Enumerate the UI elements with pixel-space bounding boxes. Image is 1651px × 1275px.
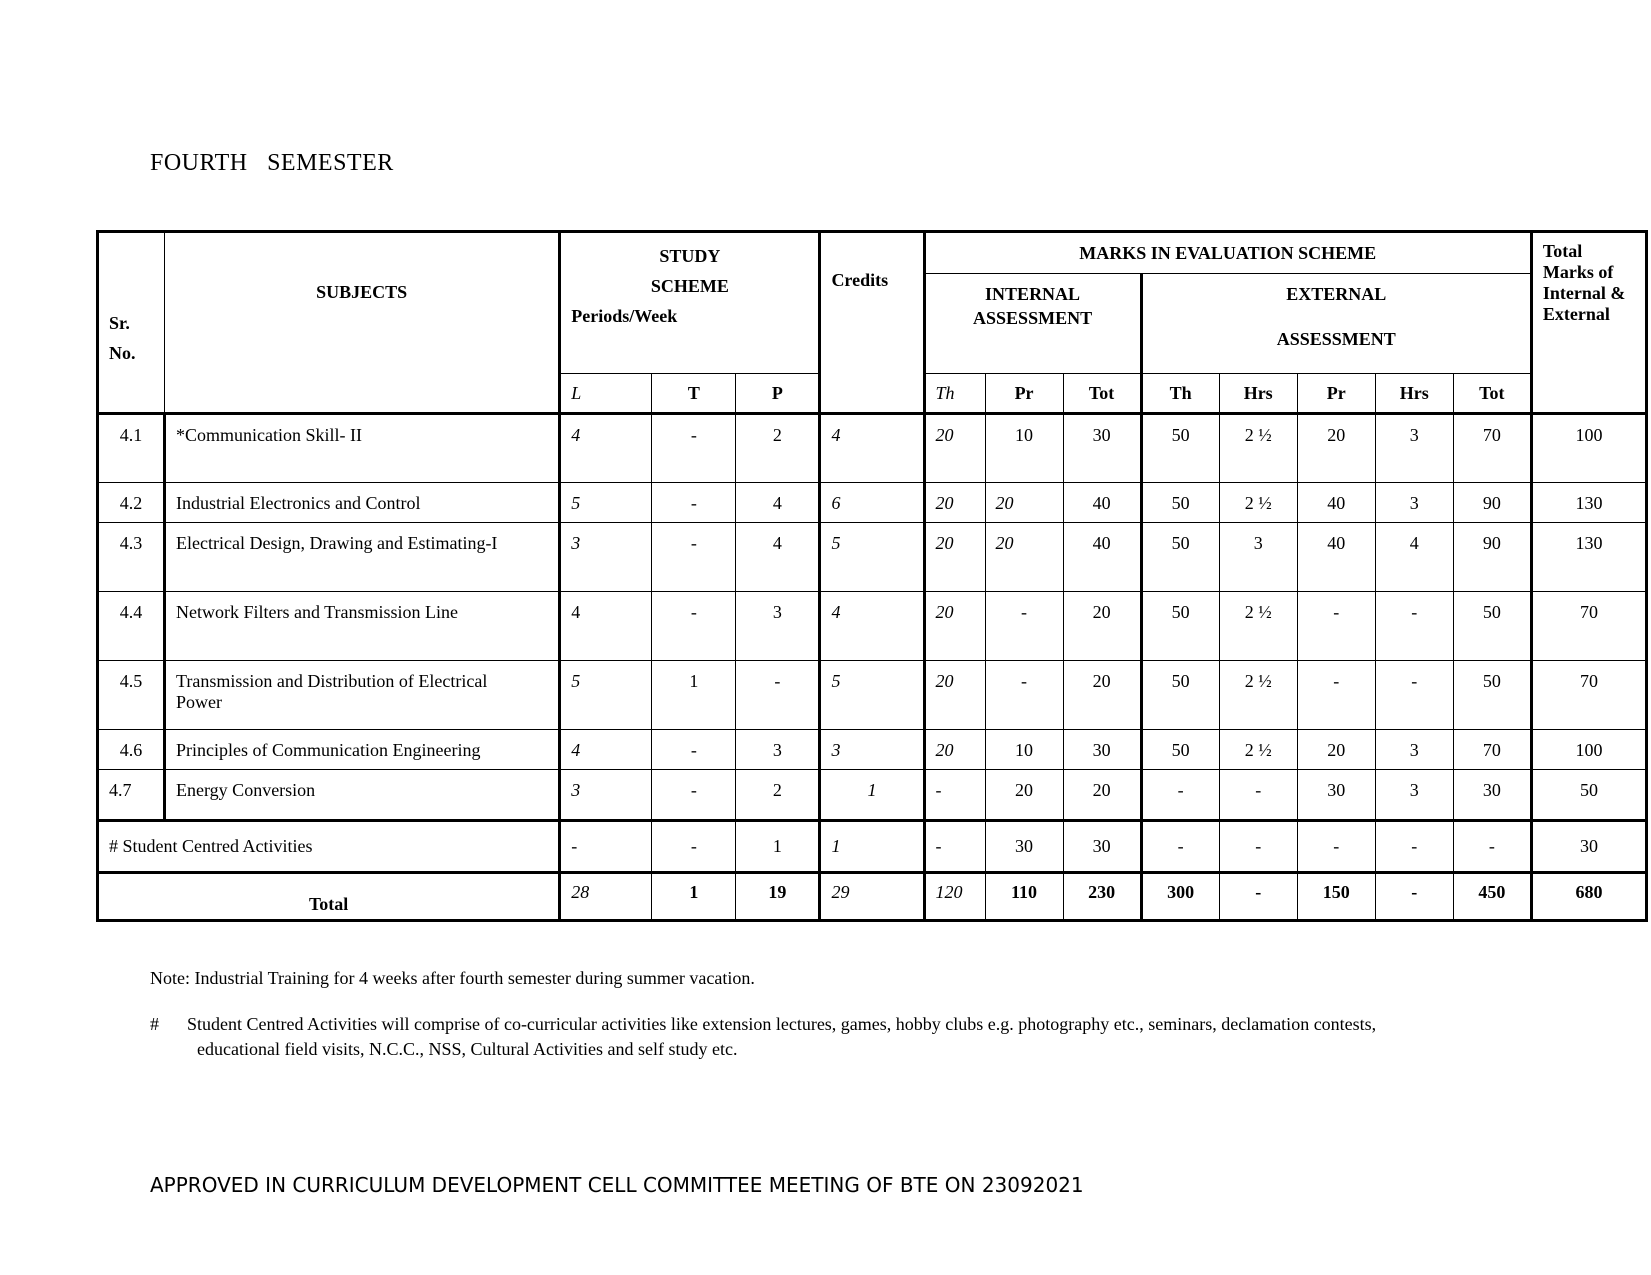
cell-ext-hrs1: 2 ½ bbox=[1219, 661, 1297, 730]
approval-footer: APPROVED IN CURRICULUM DEVELOPMENT CELL COMMITTEE MEETING OF BTE ON 23092021 bbox=[150, 1173, 1084, 1197]
cell-total: 100 bbox=[1531, 414, 1646, 483]
cell-ext-pr: 20 bbox=[1297, 414, 1375, 483]
cell-int-pr: - bbox=[985, 661, 1063, 730]
cell-ext-hrs2: - bbox=[1375, 821, 1453, 873]
cell-l: 4 bbox=[560, 592, 652, 661]
cell-credits: 5 bbox=[820, 523, 924, 592]
cell-subject: Electrical Design, Drawing and Estimating-I bbox=[165, 523, 560, 592]
header-external-assessment bbox=[1141, 274, 1531, 374]
cell-credits: 1 bbox=[820, 821, 924, 873]
cell-ext-tot: 90 bbox=[1453, 483, 1531, 523]
cell-ext-hrs2: 3 bbox=[1375, 770, 1453, 821]
header-internal-line1: INTERNAL bbox=[985, 284, 1081, 304]
cell-ext-tot: - bbox=[1453, 821, 1531, 873]
cell-ext-hrs1: - bbox=[1219, 873, 1297, 921]
header-int-pr: Pr bbox=[985, 374, 1063, 414]
cell-t: - bbox=[652, 730, 736, 770]
header-total-line2: Marks of bbox=[1542, 262, 1614, 282]
cell-ext-pr: - bbox=[1297, 821, 1375, 873]
cell-int-th: 20 bbox=[924, 730, 985, 770]
cell-ext-hrs2: 3 bbox=[1375, 483, 1453, 523]
cell-int-pr: 110 bbox=[985, 873, 1063, 921]
cell-sr: 4.2 bbox=[98, 483, 165, 523]
cell-ext-hrs1: 2 ½ bbox=[1219, 483, 1297, 523]
cell-subject: Energy Conversion bbox=[165, 770, 560, 821]
cell-sr: 4.3 bbox=[98, 523, 165, 592]
header-study-line1: STUDY bbox=[659, 246, 721, 266]
cell-credits: 4 bbox=[820, 592, 924, 661]
header-ext-tot: Tot bbox=[1453, 374, 1531, 414]
cell-t: - bbox=[652, 414, 736, 483]
cell-int-th: 20 bbox=[924, 592, 985, 661]
header-marks-evaluation: MARKS IN EVALUATION SCHEME bbox=[924, 232, 1531, 274]
cell-ext-tot: 70 bbox=[1453, 414, 1531, 483]
cell-ext-th: - bbox=[1141, 770, 1219, 821]
cell-ext-pr: 20 bbox=[1297, 730, 1375, 770]
header-total-line1: Total bbox=[1542, 241, 1583, 261]
note-line1: Student Centred Activities will comprise of co-curricular activities like extension lectures, games, hobby clubs e.g. photography etc., seminars, declamation contests, bbox=[187, 1014, 1377, 1034]
cell-total: 130 bbox=[1531, 483, 1646, 523]
cell-t: 1 bbox=[652, 873, 736, 921]
cell-int-pr: 20 bbox=[985, 770, 1063, 821]
table-row bbox=[98, 661, 1647, 730]
header-ext-pr: Pr bbox=[1297, 374, 1375, 414]
cell-int-pr: 20 bbox=[985, 523, 1063, 592]
cell-p: 3 bbox=[736, 592, 820, 661]
cell-int-tot: 40 bbox=[1063, 483, 1141, 523]
note-line2: educational field visits, N.C.C., NSS, Cultural Activities and self study etc. bbox=[197, 1039, 738, 1059]
cell-int-tot: 30 bbox=[1063, 821, 1141, 873]
cell-int-pr: 10 bbox=[985, 730, 1063, 770]
cell-p: 3 bbox=[736, 730, 820, 770]
page-title: FOURTH SEMESTER bbox=[150, 150, 394, 176]
cell-ext-hrs2: - bbox=[1375, 873, 1453, 921]
table-row bbox=[98, 730, 1647, 770]
student-activities-note bbox=[150, 1012, 1450, 1062]
header-sr-no-line2: No. bbox=[109, 342, 136, 363]
cell-int-th: 20 bbox=[924, 483, 985, 523]
student-activities-row bbox=[98, 821, 1647, 873]
cell-credits: 6 bbox=[820, 483, 924, 523]
cell-ext-tot: 50 bbox=[1453, 661, 1531, 730]
cell-subject: Transmission and Distribution of Electrical Power bbox=[165, 661, 560, 730]
cell-ext-pr: 40 bbox=[1297, 523, 1375, 592]
cell-ext-tot: 450 bbox=[1453, 873, 1531, 921]
cell-subject: Network Filters and Transmission Line bbox=[165, 592, 560, 661]
cell-p: 1 bbox=[736, 821, 820, 873]
cell-activities-label: # Student Centred Activities bbox=[98, 821, 560, 873]
cell-subject: Industrial Electronics and Control bbox=[165, 483, 560, 523]
cell-int-tot: 230 bbox=[1063, 873, 1141, 921]
header-sr-no-line1: Sr. bbox=[109, 312, 130, 333]
cell-int-pr: 30 bbox=[985, 821, 1063, 873]
header-internal-line2: ASSESSMENT bbox=[973, 308, 1093, 328]
table-row bbox=[98, 770, 1647, 821]
cell-total: 130 bbox=[1531, 523, 1646, 592]
cell-t: 1 bbox=[652, 661, 736, 730]
cell-total: 70 bbox=[1531, 592, 1646, 661]
cell-credits: 4 bbox=[820, 414, 924, 483]
cell-ext-tot: 70 bbox=[1453, 730, 1531, 770]
cell-int-th: - bbox=[924, 770, 985, 821]
table-row bbox=[98, 592, 1647, 661]
cell-l: 3 bbox=[560, 523, 652, 592]
cell-ext-pr: 40 bbox=[1297, 483, 1375, 523]
cell-credits: 3 bbox=[820, 730, 924, 770]
cell-total: 50 bbox=[1531, 770, 1646, 821]
cell-sr: 4.5 bbox=[98, 661, 165, 730]
cell-ext-th: 50 bbox=[1141, 730, 1219, 770]
total-row bbox=[98, 873, 1647, 921]
cell-p: 2 bbox=[736, 414, 820, 483]
hash-symbol: # bbox=[150, 1014, 159, 1034]
cell-int-tot: 30 bbox=[1063, 414, 1141, 483]
cell-sr: 4.7 bbox=[98, 770, 165, 821]
cell-credits: 29 bbox=[820, 873, 924, 921]
cell-ext-hrs1: - bbox=[1219, 821, 1297, 873]
cell-total-label: Total bbox=[98, 873, 560, 921]
cell-ext-hrs2: 4 bbox=[1375, 523, 1453, 592]
table-row bbox=[98, 523, 1647, 592]
cell-int-th: - bbox=[924, 821, 985, 873]
header-int-tot: Tot bbox=[1063, 374, 1141, 414]
header-total-line3: Internal & bbox=[1542, 283, 1626, 303]
cell-t: - bbox=[652, 483, 736, 523]
cell-ext-th: 300 bbox=[1141, 873, 1219, 921]
cell-l: 4 bbox=[560, 730, 652, 770]
cell-ext-pr: - bbox=[1297, 661, 1375, 730]
cell-ext-th: 50 bbox=[1141, 592, 1219, 661]
cell-ext-th: 50 bbox=[1141, 414, 1219, 483]
cell-ext-hrs1: 2 ½ bbox=[1219, 414, 1297, 483]
header-l: L bbox=[560, 374, 652, 414]
cell-int-tot: 30 bbox=[1063, 730, 1141, 770]
cell-int-pr: - bbox=[985, 592, 1063, 661]
cell-sr: 4.6 bbox=[98, 730, 165, 770]
table-row bbox=[98, 483, 1647, 523]
cell-ext-pr: 150 bbox=[1297, 873, 1375, 921]
cell-int-th: 20 bbox=[924, 523, 985, 592]
industrial-training-note: Note: Industrial Training for 4 weeks after fourth semester during summer vacation. bbox=[150, 968, 755, 988]
cell-ext-hrs2: 3 bbox=[1375, 414, 1453, 483]
cell-l: 3 bbox=[560, 770, 652, 821]
cell-p: 4 bbox=[736, 523, 820, 592]
cell-subject: Principles of Communication Engineering bbox=[165, 730, 560, 770]
cell-l: 28 bbox=[560, 873, 652, 921]
cell-ext-tot: 50 bbox=[1453, 592, 1531, 661]
cell-l: - bbox=[560, 821, 652, 873]
header-int-th: Th bbox=[924, 374, 985, 414]
cell-ext-th: 50 bbox=[1141, 523, 1219, 592]
cell-ext-th: - bbox=[1141, 821, 1219, 873]
cell-ext-pr: - bbox=[1297, 592, 1375, 661]
cell-ext-hrs1: 3 bbox=[1219, 523, 1297, 592]
evaluation-scheme-table bbox=[96, 230, 1648, 922]
cell-total: 100 bbox=[1531, 730, 1646, 770]
header-t: T bbox=[652, 374, 736, 414]
header-sr-no bbox=[98, 232, 165, 414]
header-ext-hrs1: Hrs bbox=[1219, 374, 1297, 414]
header-total-marks bbox=[1531, 232, 1646, 414]
header-external-line1: EXTERNAL bbox=[1286, 284, 1387, 304]
cell-l: 5 bbox=[560, 661, 652, 730]
header-p: P bbox=[736, 374, 820, 414]
cell-int-tot: 20 bbox=[1063, 770, 1141, 821]
cell-int-pr: 20 bbox=[985, 483, 1063, 523]
header-study-line2: SCHEME bbox=[650, 276, 729, 296]
cell-int-tot: 40 bbox=[1063, 523, 1141, 592]
cell-ext-pr: 30 bbox=[1297, 770, 1375, 821]
cell-sr: 4.4 bbox=[98, 592, 165, 661]
cell-ext-hrs1: - bbox=[1219, 770, 1297, 821]
cell-ext-hrs1: 2 ½ bbox=[1219, 730, 1297, 770]
header-subjects: SUBJECTS bbox=[165, 232, 560, 414]
cell-p: 4 bbox=[736, 483, 820, 523]
header-ext-th: Th bbox=[1141, 374, 1219, 414]
cell-ext-tot: 90 bbox=[1453, 523, 1531, 592]
cell-total: 30 bbox=[1531, 821, 1646, 873]
cell-ext-hrs2: - bbox=[1375, 592, 1453, 661]
cell-t: - bbox=[652, 770, 736, 821]
cell-ext-hrs2: 3 bbox=[1375, 730, 1453, 770]
cell-ext-hrs1: 2 ½ bbox=[1219, 592, 1297, 661]
cell-int-pr: 10 bbox=[985, 414, 1063, 483]
cell-p: 2 bbox=[736, 770, 820, 821]
cell-credits: 5 bbox=[820, 661, 924, 730]
cell-l: 5 bbox=[560, 483, 652, 523]
cell-t: - bbox=[652, 523, 736, 592]
cell-int-th: 20 bbox=[924, 661, 985, 730]
cell-ext-th: 50 bbox=[1141, 661, 1219, 730]
header-internal-assessment bbox=[924, 274, 1141, 374]
cell-int-tot: 20 bbox=[1063, 592, 1141, 661]
cell-ext-hrs2: - bbox=[1375, 661, 1453, 730]
cell-sr: 4.1 bbox=[98, 414, 165, 483]
cell-subject: *Communication Skill- II bbox=[165, 414, 560, 483]
header-ext-hrs2: Hrs bbox=[1375, 374, 1453, 414]
header-total-line4: External bbox=[1542, 304, 1610, 324]
cell-ext-th: 50 bbox=[1141, 483, 1219, 523]
cell-p: - bbox=[736, 661, 820, 730]
header-external-line2: ASSESSMENT bbox=[1276, 329, 1396, 349]
header-study-scheme bbox=[560, 232, 820, 374]
cell-int-tot: 20 bbox=[1063, 661, 1141, 730]
cell-t: - bbox=[652, 821, 736, 873]
header-study-line3: Periods/Week bbox=[571, 306, 678, 326]
header-credits: Credits bbox=[820, 232, 924, 414]
cell-l: 4 bbox=[560, 414, 652, 483]
table-row bbox=[98, 414, 1647, 483]
cell-credits: 1 bbox=[820, 770, 924, 821]
cell-total: 680 bbox=[1531, 873, 1646, 921]
cell-int-th: 120 bbox=[924, 873, 985, 921]
cell-p: 19 bbox=[736, 873, 820, 921]
cell-ext-tot: 30 bbox=[1453, 770, 1531, 821]
cell-int-th: 20 bbox=[924, 414, 985, 483]
cell-t: - bbox=[652, 592, 736, 661]
cell-total: 70 bbox=[1531, 661, 1646, 730]
